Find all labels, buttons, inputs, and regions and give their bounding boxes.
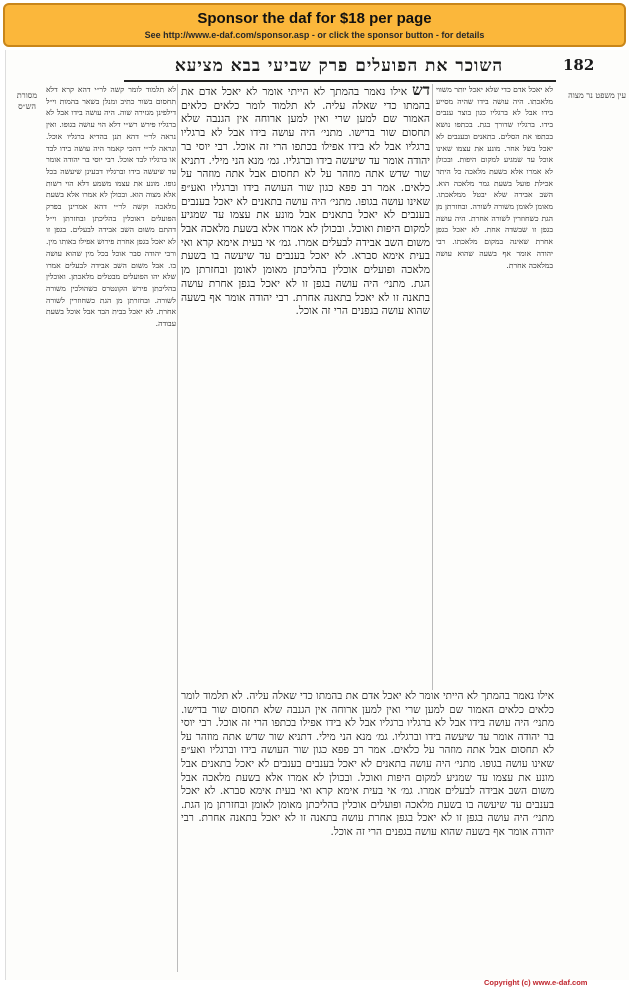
column-divider [432,84,433,690]
page-number: 182 [563,56,595,74]
gemara-text-column [181,84,430,690]
page-header-title: השוכר את הפועלים פרק שביעי בבא מציעא [174,56,504,76]
header-rule [124,80,556,82]
talmud-page [5,50,629,980]
gemara-text-continued-body: אילו נאמר בהמתך לא הייתי אומר לא יאכל אדם את בהמתו כדי שאלה עליה. לא תלמוד לומר כלאים כלאים האמור שם למען שרי ואין למען ארוחה אין הגנבה שלא תחסום שור בדישו. מתני׳ היה עושה בידו אבל לא ברגליו ברגליו אבל לא בידו אפילו בכתפו הרי זה אוכל. רבי יוסי בר יהודה אומר עד שיעשה בידו וברגליו. גמ׳ מנא הני מילי. דתניא שור שדש אתה מוזהר על לא תחסום אבל אתה מוזהר על כלאים. אמר רב פפא כגון שור העושה בידו וברגליו ואע״פ שאינו עושה בגופו. מתני׳ היה עושה בתאנים לא יאכל בענבים בענבים לא יאכל בתאנים אבל מונע את עצמו עד שמגיע למקום היפות ואוכל. ובכולן לא אמרו אלא בשעת מלאכה אבל משום השב אבידה לבעלים אמרו. גמ׳ אי בעית אימא קרא ואי בעית אימא סברא. לא יאכל בענבים עד שיעשה בו בשעת מלאכה ופועלים אוכלין בהליכתן מאומן לאומן ובחזרתן מן הגת. מתני׳ היה עושה בגפן זו לא יאכל בגפן אחרת עושה בתאנה זו לא יאכל בתאנה אחרת. רבי יהודה אומר אף בשעה שהוא עושה בגפנים הרי זה אוכל. [181,690,554,838]
ein-mishpat-label: עין משפט נר מצוה [568,91,626,100]
rashi-text: לא יאכל אדם כדי שלא יאכל יותר משווי מלאכתו. היה עושה בידו שהיה מסייע בידו אבל לא ברגליו כגון בוצר ענבים בידו. ברגליו שדורך בגת. בכתפו נושא בכתפו את הסלים. בתאנים ובענבים לא יאכל בשל אחר. מונע את עצמו שאינו אוכל עד שמגיע למקום היפות. ובכולן לא אמרו אלא בשעת מלאכה כל היתר אכילת פועל בשעת גמר מלאכה הוא. השב אבידה שלא יבטל ממלאכתו. מאומן לאומן משורה לשורה. ובחזרתן מן הגת כשחוזרין לשורה אחרת. היה עושה בגפן זו שבשדה אחת. לא יאכל בגפן אחרת שאינה במקום מלאכתו. רבי יהודה אומר אף בשעה שהוא עושה במלאכה אחרת. [436,85,553,270]
sponsor-subtitle[interactable]: See http://www.e-daf.com/sponsor.asp - or click the sponsor button - for details [144,30,485,40]
tosafot-commentary-column [46,84,176,972]
tosafot-text: לא תלמוד לומר קשה לר״י דהא קרא דלא תחסום בשור כתיב ומנלן בשאר בהמות וי״ל דילפינן מגזירה שוה. היה עושה בידו אבל לא ברגליו פירש רש״י דלא הוי עושה בגופו. ואין נראה לר״י דהא תנן בהדיא ברגליו אוכל. ונראה לר״י דהכי קאמר היה עושה בידו לבד או ברגליו לבד אוכל. רבי יוסי בר יהודה אומר עד שיעשה בידו וברגליו דבעינן שיעשה בכל גופו. מונע את עצמו משמע דלא הוי רשות אלא מצוה הוא. ובכולן לא אמרו אלא בשעת מלאכה וקשה לר״י דהא אמרינן בפרק הפועלים דאוכלין בהליכתן ובחזרתן וי״ל דהתם משום השב אבידה לבעלים. בגפן זו לא יאכל בגפן אחרת פירוש אפילו באותו מין. ורבי יהודה סבר אוכל בכל מין שהוא עושה בו. אבל משום השב אבידה לבעלים אמרו שלא יהו הפועלים מבטלים מלאכתן. ואוכלין בהליכתן פירש הקונטרס כשהולכין משורה לשורה. ובחזרתן מן הגת כשחוזרין לשורה אחרת. לא יאכל בבית הבד אבל אוכל בשעת עבודה. [46,85,176,329]
copyright-notice[interactable]: Copyright (c) www.e-daf.com [484,978,588,987]
sponsor-banner[interactable] [3,3,626,47]
gemara-text-continued [181,690,554,972]
gemara-lead-word: דש [412,84,430,99]
gemara-text: אילו נאמר בהמתך לא הייתי אומר לא יאכל אדם את בהמתו כדי שאלה עליה. לא תלמוד לומר כלאים כלאים האמור שם למען שרי ואין למען ארוחה אין הגנבה שלא תחסום שור בדישו. מתני׳ היה עושה בידו אבל לא ברגליו ברגליו אבל לא בידו אפילו בכתפו הרי זה אוכל. רבי יוסי בר יהודה אומר עד שיעשה בידו וברגליו. גמ׳ מנא הני מילי. דתניא שור שדש אתה מוזהר על לא תחסום אבל אתה מוזהר על כלאים. אמר רב פפא כגון שור העושה בידו וברגליו ואע״פ שאינו עושה בגופו. מתני׳ היה עושה בתאנים לא יאכל בענבים בענבים לא יאכל בתאנים אבל מונע את עצמו עד שמגיע למקום היפות ואוכל. ובכולן לא אמרו אלא בשעת מלאכה אבל משום השב אבידה לבעלים אמרו. גמ׳ אי בעית אימא קרא ואי בעית אימא סברא. לא יאכל בענבים עד שיעשה בו בשעת מלאכה ופועלים אוכלין בהליכתן מאומן לאומן ובחזרתן מן הגת. מתני׳ היה עושה בגפן זו לא יאכל בגפן אחרת עושה בתאנה זו לא יאכל בתאנה אחרת. רבי יהודה אומר אף בשעה שהוא עושה בגפנים הרי זה אוכל. [181,86,430,318]
rashi-commentary-column [436,84,553,694]
sponsor-title: Sponsor the daf for $18 per page [197,10,432,27]
mesoret-hashas-label: מסורת הש״ס [16,91,38,111]
column-divider [177,84,178,972]
